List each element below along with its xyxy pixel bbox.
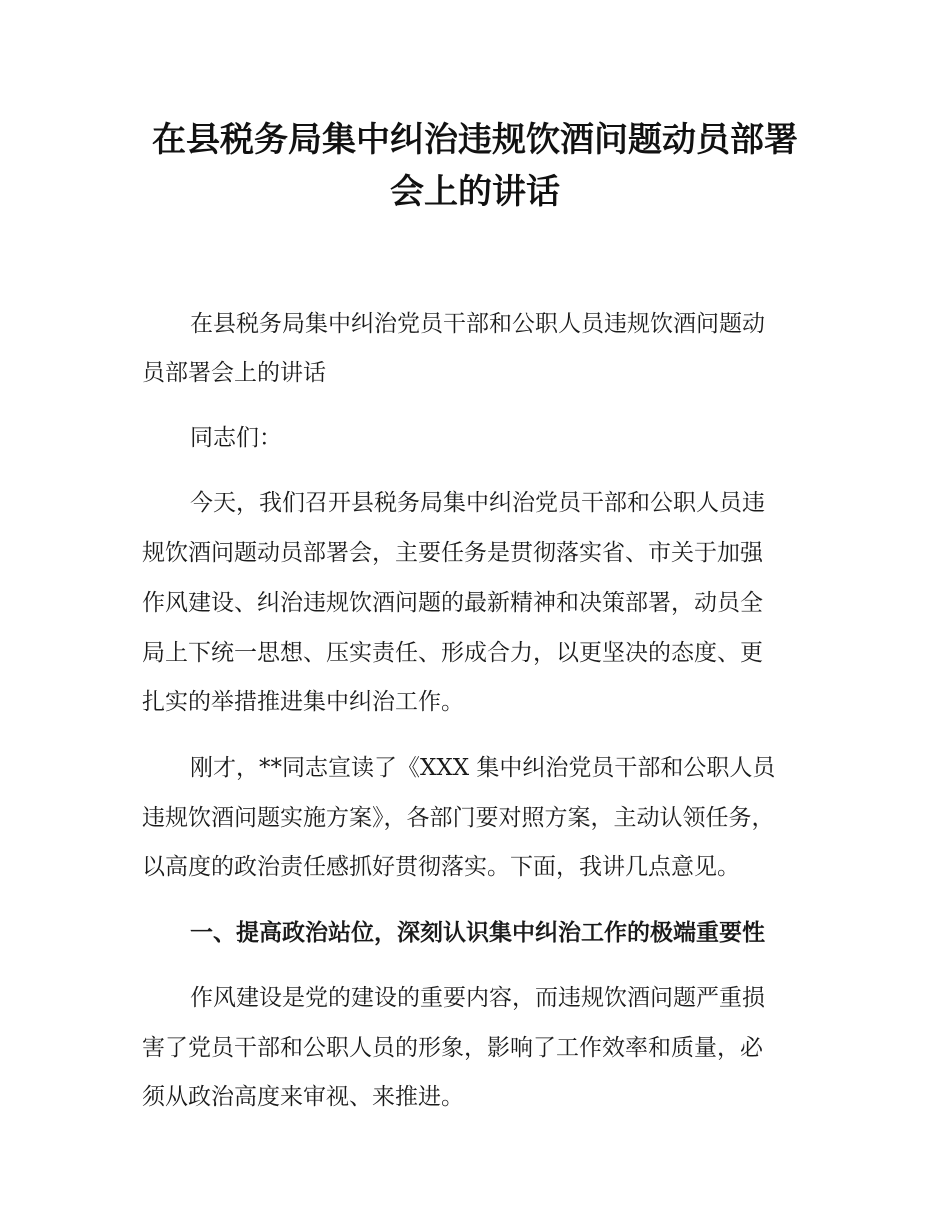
paragraph-1-line-2: 员部署会上的讲话 <box>142 360 326 386</box>
paragraph-3-line-4: 局上下统一思想、压实责任、形成合力，以更坚决的态度、更 <box>142 640 763 666</box>
paragraph-3-line-3: 作风建设、纠治违规饮酒问题的最新精神和决策部署，动员全 <box>142 590 763 616</box>
paragraph-6-line-1: 作风建设是党的建设的重要内容，而违规饮酒问题严重损 <box>190 985 765 1011</box>
document-title-line-1: 在县税务局集中纠治违规饮酒问题动员部署 <box>152 120 798 160</box>
paragraph-4-line-2: 违规饮酒问题实施方案》，各部门要对照方案，主动认领任务， <box>142 805 775 831</box>
document-title-line-2: 会上的讲话 <box>390 172 560 212</box>
section-heading-1: 一、提高政治站位，深刻认识集中纠治工作的极端重要性 <box>190 920 765 946</box>
paragraph-6-line-3: 须从政治高度来审视、来推进。 <box>142 1084 464 1110</box>
paragraph-3-line-2: 规饮酒问题动员部署会，主要任务是贯彻落实省、市关于加强 <box>142 540 763 566</box>
paragraph-3-line-1: 今天，我们召开县税务局集中纠治党员干部和公职人员违 <box>190 490 765 516</box>
paragraph-6-line-2: 害了党员干部和公职人员的形象，影响了工作效率和质量，必 <box>142 1035 763 1061</box>
paragraph-3-line-5: 扎实的举措推进集中纠治工作。 <box>142 689 464 715</box>
paragraph-1-line-1: 在县税务局集中纠治党员干部和公职人员违规饮酒问题动 <box>190 311 765 337</box>
paragraph-4-line-3: 以高度的政治责任感抓好贯彻落实。下面，我讲几点意见。 <box>142 854 740 880</box>
paragraph-4-line-1: 刚才，**同志宣读了《XXX 集中纠治党员干部和公职人员 <box>190 755 776 781</box>
greeting: 同志们： <box>190 425 282 451</box>
